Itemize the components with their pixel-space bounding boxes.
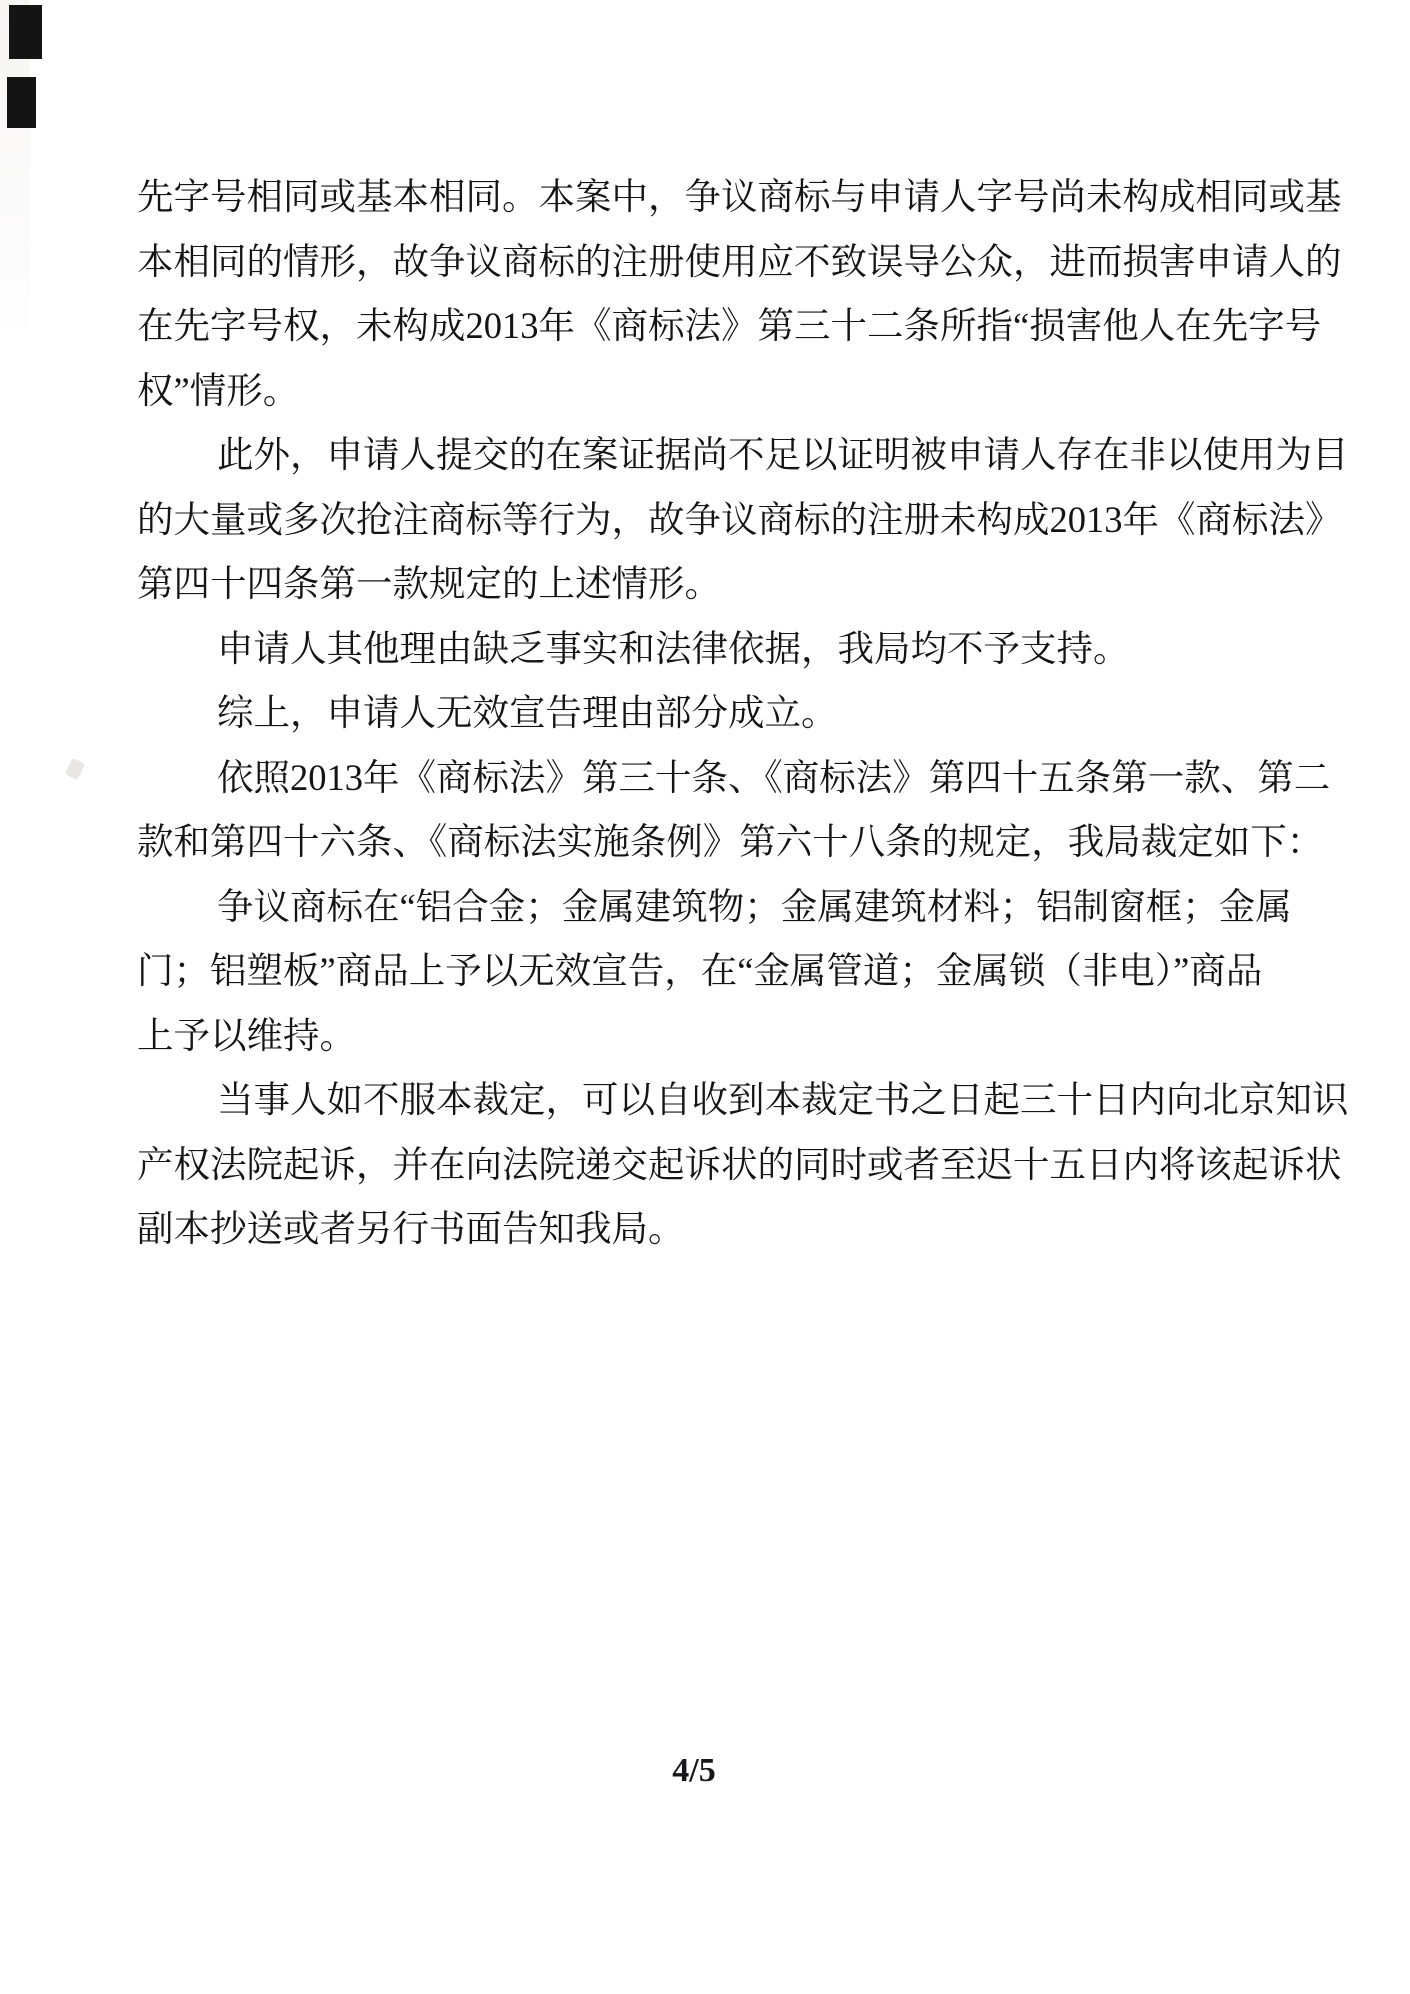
text-line: 产权法院起诉，并在向法院递交起诉状的同时或者至迟十五日内将该起诉状 (137, 1143, 1342, 1185)
scan-artifact-mark-bottom (7, 77, 36, 128)
text-line: 权”情形。 (137, 369, 300, 411)
text-line: 第四十四条第一款规定的上述情形。 (137, 563, 721, 604)
text-line: 争议商标在“铝合金；金属建筑物；金属建筑材料；铝制窗框；金属 (217, 885, 1292, 927)
scan-smudge (65, 758, 85, 780)
page-number: 4/5 (672, 1752, 716, 1789)
text-line: 申请人其他理由缺乏事实和法律依据，我局均不予支持。 (217, 627, 1130, 669)
text-line: 的大量或多次抢注商标等行为，故争议商标的注册未构成2013年《商标法》 (137, 498, 1342, 540)
text-line: 综上，申请人无效宣告理由部分成立。 (217, 692, 838, 733)
document-body-text (137, 165, 1349, 1262)
text-line: 款和第四十六条、《商标法实施条例》第六十八条的规定，我局裁定如下： (137, 821, 1324, 862)
text-line: 依照2013年《商标法》第三十条、《商标法》第四十五条第一款、第二 (217, 756, 1331, 798)
text-line: 上予以维持。 (137, 1014, 356, 1056)
text-line: 先字号相同或基本相同。本案中，争议商标与申请人字号尚未构成相同或基 (137, 176, 1342, 217)
text-line: 门；铝塑板”商品上予以无效宣告，在“金属管道；金属锁（非电）”商品 (137, 950, 1263, 991)
text-line: 本相同的情形，故争议商标的注册使用应不致误导公众，进而损害申请人的 (137, 240, 1342, 282)
text-line: 副本抄送或者另行书面告知我局。 (137, 1208, 685, 1249)
text-line: 在先字号权，未构成2013年《商标法》第三十二条所指“损害他人在先字号 (137, 305, 1322, 346)
text-line: 此外，申请人提交的在案证据尚不足以证明被申请人存在非以使用为目 (217, 434, 1349, 475)
text-line: 当事人如不服本裁定，可以自收到本裁定书之日起三十日内向北京知识 (217, 1079, 1349, 1120)
scan-artifact-mark-top (9, 5, 42, 59)
